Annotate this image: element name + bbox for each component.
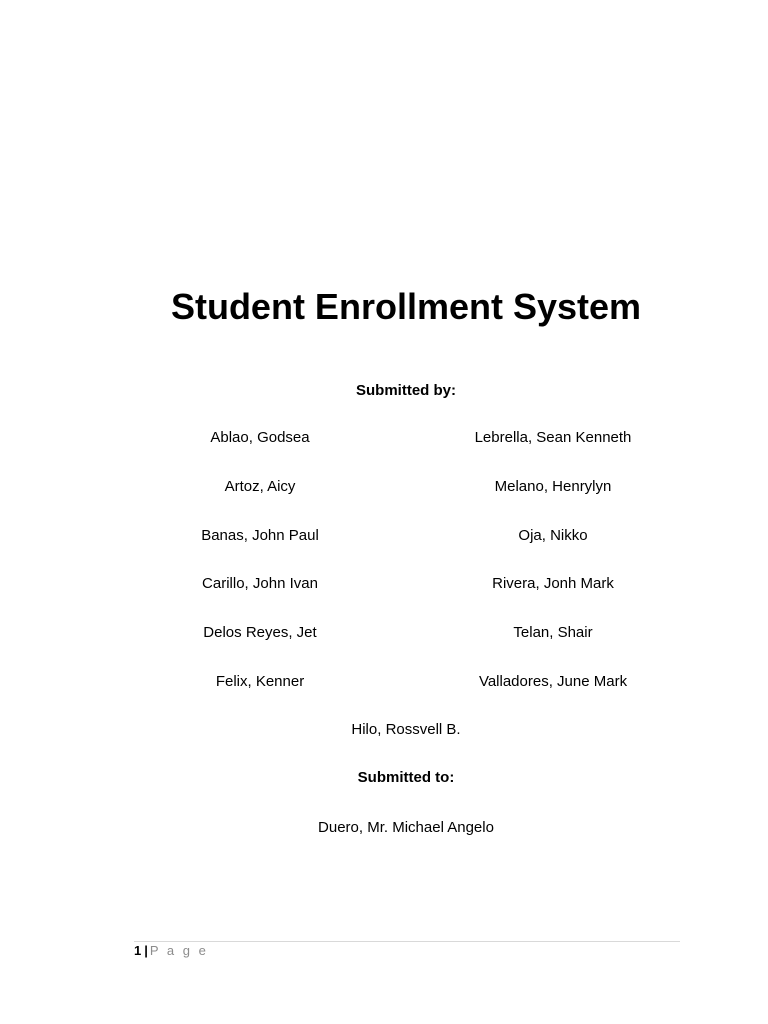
member-name: Rivera, Jonh Mark bbox=[492, 575, 614, 592]
page-label: P a g e bbox=[149, 943, 209, 958]
submitted-by-label: Submitted by: bbox=[356, 382, 456, 399]
footer-divider bbox=[134, 941, 680, 942]
member-row bbox=[0, 575, 768, 593]
member-row bbox=[0, 527, 768, 545]
member-name: Felix, Kenner bbox=[215, 673, 305, 690]
member-name: Valladores, June Mark bbox=[478, 673, 628, 690]
member-name-center: Hilo, Rossvell B. bbox=[351, 721, 461, 738]
member-name: Delos Reyes, Jet bbox=[203, 624, 317, 641]
document-title: Student Enrollment System bbox=[170, 286, 642, 327]
page-number: 1 bbox=[134, 943, 142, 958]
member-row bbox=[0, 673, 768, 691]
member-name: Lebrella, Sean Kenneth bbox=[474, 429, 632, 446]
page-footer bbox=[134, 943, 208, 959]
member-name: Telan, Shair bbox=[513, 624, 593, 641]
recipient-name: Duero, Mr. Michael Angelo bbox=[318, 819, 494, 836]
member-name: Oja, Nikko bbox=[518, 527, 588, 544]
member-name: Carillo, John Ivan bbox=[202, 575, 318, 592]
member-row bbox=[0, 429, 768, 447]
member-name: Ablao, Godsea bbox=[210, 429, 310, 446]
member-name: Banas, John Paul bbox=[201, 527, 319, 544]
submitted-to-label: Submitted to: bbox=[357, 769, 455, 786]
member-row bbox=[0, 478, 768, 496]
member-name: Melano, Henrylyn bbox=[494, 478, 612, 495]
member-row bbox=[0, 624, 768, 642]
page-separator: | bbox=[144, 943, 148, 958]
member-name: Artoz, Aicy bbox=[224, 478, 296, 495]
